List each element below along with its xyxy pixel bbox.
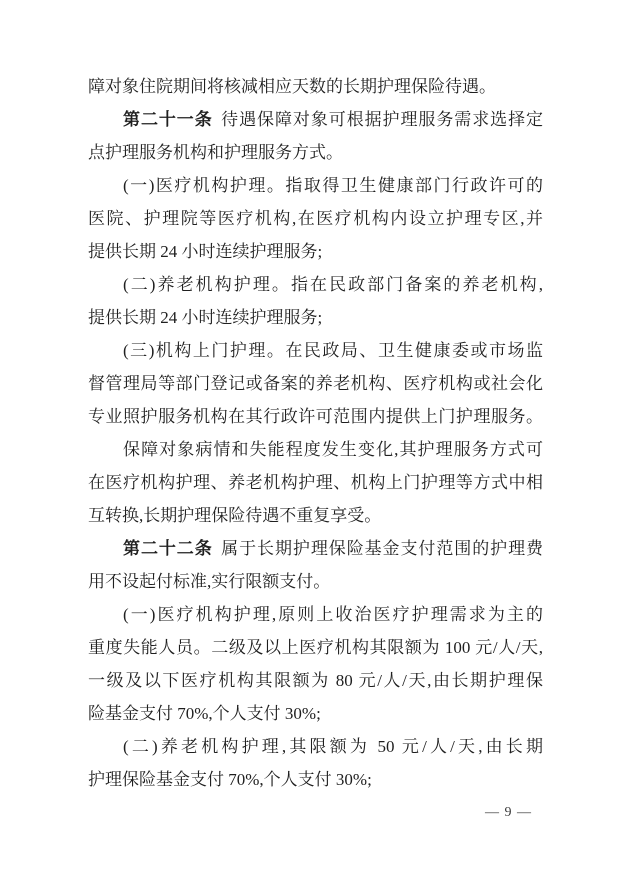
text-line: 提供长期 24 小时连续护理服务; bbox=[88, 308, 323, 327]
text-line: 用不设起付标准,实行限额支付。 bbox=[88, 572, 331, 591]
article-22-line bbox=[88, 532, 543, 565]
text-line: 险基金支付 70%,个人支付 30%; bbox=[88, 704, 321, 723]
item-1-line: (一)医疗机构护理,原则上收治医疗护理需求为主的 bbox=[123, 605, 543, 624]
article-21-line bbox=[88, 103, 543, 136]
text-line: 重度失能人员。二级及以上医疗机构其限额为 100 元/人/天, bbox=[88, 638, 543, 657]
document-text-block bbox=[88, 70, 543, 796]
text-run: 待遇保障对象可根据护理服务需求选择定 bbox=[221, 110, 543, 129]
article-22-number: 第二十二条 bbox=[123, 539, 213, 558]
item-1-line: (一)医疗机构护理。指取得卫生健康部门行政许可的 bbox=[123, 176, 543, 195]
text-line: 专业照护服务机构在其行政许可范围内提供上门护理服务。 bbox=[88, 407, 543, 426]
item-2-line: (二)养老机构护理,其限额为 50 元/人/天,由长期 bbox=[123, 737, 543, 756]
text-line: 保障对象病情和失能程度发生变化,其护理服务方式可 bbox=[123, 440, 543, 459]
text-line: 提供长期 24 小时连续护理服务; bbox=[88, 242, 323, 261]
text-line: 医院、护理院等医疗机构,在医疗机构内设立护理专区,并 bbox=[88, 209, 543, 228]
text-line: 点护理服务机构和护理服务方式。 bbox=[88, 143, 343, 162]
text-line: 一级及以下医疗机构其限额为 80 元/人/天,由长期护理保 bbox=[88, 671, 543, 690]
text-line: 在医疗机构护理、养老机构护理、机构上门护理等方式中相 bbox=[88, 473, 543, 492]
page-number: — 9 — bbox=[485, 805, 532, 820]
item-2-line: (二)养老机构护理。指在民政部门备案的养老机构, bbox=[123, 275, 543, 294]
item-3-line: (三)机构上门护理。在民政局、卫生健康委或市场监 bbox=[123, 341, 543, 360]
text-run: 属于长期护理保险基金支付范围的护理费 bbox=[221, 539, 543, 558]
text-line: 互转换,长期护理保险待遇不重复享受。 bbox=[88, 506, 382, 525]
text-line: 督管理局等部门登记或备案的养老机构、医疗机构或社会化 bbox=[88, 374, 543, 393]
text-line: 护理保险基金支付 70%,个人支付 30%; bbox=[88, 770, 372, 789]
article-21-number: 第二十一条 bbox=[123, 110, 213, 129]
text-line: 障对象住院期间将核减相应天数的长期护理保险待遇。 bbox=[88, 77, 496, 96]
